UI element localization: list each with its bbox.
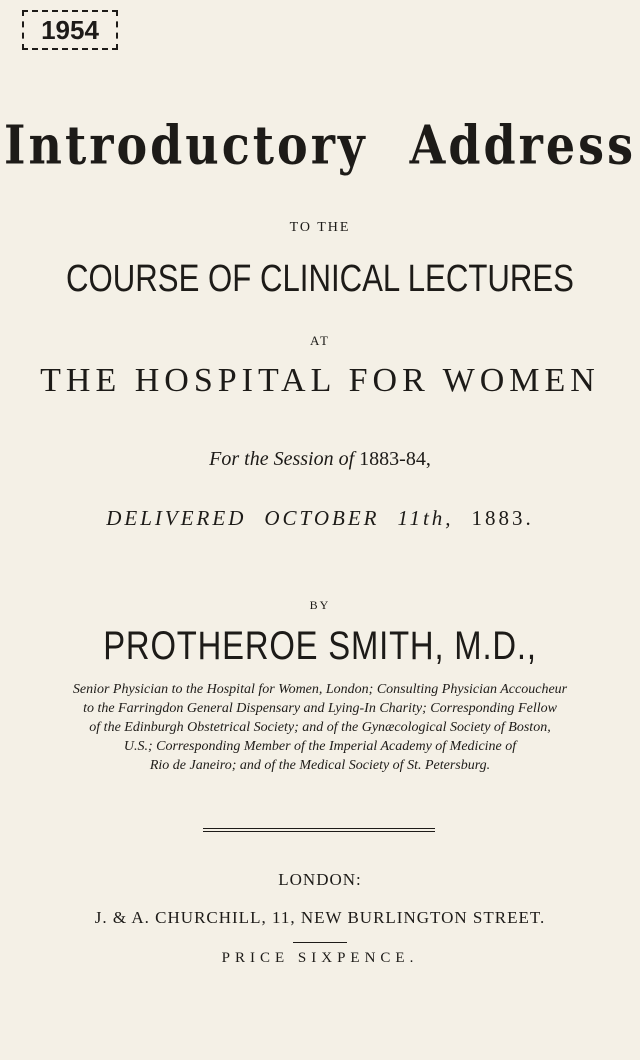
author-credentials: [40, 680, 600, 775]
at-line: AT: [310, 333, 330, 348]
by-line: BY: [309, 598, 331, 612]
session-line: [0, 448, 640, 471]
stamp-year: 1954: [41, 14, 99, 45]
session-years: 1883-84,: [359, 448, 431, 470]
library-stamp: [22, 10, 118, 50]
main-title: [0, 114, 640, 176]
credentials-line: of the Edinburgh Obstetrical Society; and of the Gynæcological Society of Boston,: [89, 720, 551, 735]
to-the-line: TO THE: [289, 220, 351, 235]
small-divider-rule: [293, 942, 347, 943]
author-name: PROTHEROE SMITH, M.D.,: [103, 624, 537, 668]
imprint-city: LONDON:: [278, 870, 362, 889]
delivered-word: DELIVERED: [106, 506, 247, 530]
delivered-line: [0, 506, 640, 531]
session-prefix: For the Session of: [209, 448, 355, 470]
delivered-day: 11th,: [397, 506, 454, 530]
title-word-address: Address: [409, 113, 636, 177]
credentials-line: U.S.; Corresponding Member of the Imperial Academy of Medicine of: [123, 739, 517, 754]
delivered-year: 1883.: [471, 506, 534, 530]
imprint-price: PRICE SIXPENCE.: [221, 950, 419, 966]
hospital-heading: THE HOSPITAL FOR WOMEN: [40, 362, 600, 399]
title-word-introductory: Introductory: [4, 113, 368, 177]
course-heading: COURSE OF CLINICAL LECTURES: [66, 258, 574, 300]
imprint-publisher: J. & A. CHURCHILL, 11, NEW BURLINGTON STREET.: [94, 908, 546, 927]
credentials-line: Rio de Janeiro; and of the Medical Society of St. Petersburg.: [149, 758, 491, 773]
divider-rule: [203, 828, 435, 832]
credentials-line: to the Farringdon General Dispensary and Lying-In Charity; Corresponding Fellow: [83, 701, 557, 716]
october-word: OCTOBER: [264, 506, 380, 530]
credentials-line: Senior Physician to the Hospital for Women, London; Consulting Physician Accoucheur: [72, 682, 568, 697]
